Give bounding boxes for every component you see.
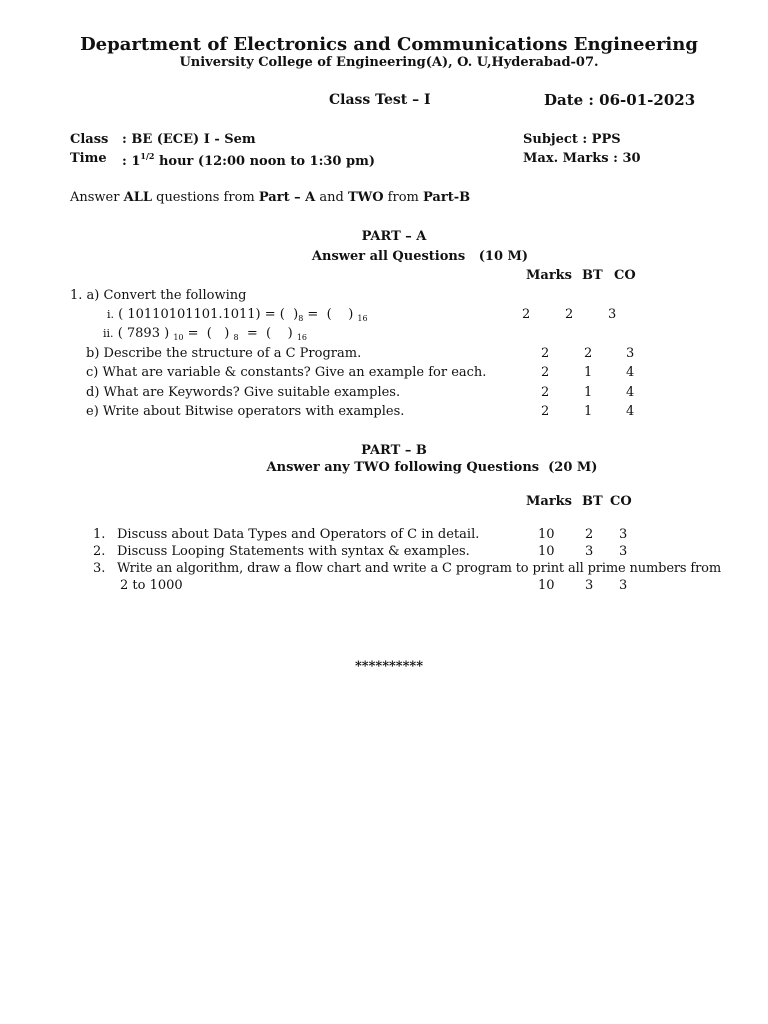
instruction-part: Part – A [258,190,316,205]
roman-numeral: ii. [103,327,114,340]
part-b-q2-marks: 10 [538,544,555,559]
part-a-col-bt: BT [582,268,603,283]
part-b-col-bt: BT [582,494,603,509]
question-1c: c) What are variable & constants? Give an example for each. [86,365,487,380]
q1b-co: 3 [626,346,635,361]
subject: Subject : PPS [523,132,621,147]
max-marks: Max. Marks : 30 [523,151,641,166]
q1c-marks: 2 [541,365,550,380]
part-b-q1-co: 3 [619,527,628,542]
q1ii-base: 10 [173,333,184,342]
part-b-q1-num: 1. [93,527,106,542]
time-rest: hour (12:00 noon to 1:30 pm) [154,154,375,169]
question-1-i [107,307,368,323]
instruction-part: from [383,190,423,205]
exam-date: Date : 06-01-2023 [544,91,696,109]
q1d-marks: 2 [541,385,550,400]
q1i-base: 16 [357,314,368,323]
end-marker: ********** [355,659,423,674]
q1b-bt: 2 [584,346,593,361]
instruction-part: ALL [123,190,152,205]
class-value: : BE (ECE) I - Sem [122,132,256,147]
q1d-co: 4 [626,385,635,400]
time-fraction: 1/2 [140,151,155,161]
question-1d: d) What are Keywords? Give suitable examples. [86,385,401,400]
part-b-col-marks: Marks [526,494,572,509]
part-b-q2-num: 2. [93,544,106,559]
part-a-title: PART – A [361,229,427,244]
part-b-q2-co: 3 [619,544,628,559]
q1b-marks: 2 [541,346,550,361]
part-a-col-marks: Marks [526,268,572,283]
part-b-title: PART – B [361,443,427,458]
time-value [122,151,375,169]
part-b-q1: Discuss about Data Types and Operators of C in detail. [117,527,480,542]
question-1a: 1. a) Convert the following [70,288,247,303]
part-b-q2-bt: 3 [585,544,594,559]
q1ii-text: = ( ) [238,326,293,341]
part-a-col-co: CO [614,268,636,283]
question-1-ii [103,326,307,342]
q1ii-text: = ( ) [183,326,230,341]
question-1b: b) Describe the structure of a C Program. [86,346,362,361]
q1ii-text: ( 7893 ) [117,326,170,341]
q1c-bt: 1 [584,365,593,380]
part-b-q3-co: 3 [619,578,628,593]
time-prefix: : 1 [122,154,141,169]
instruction-part: Answer [70,190,124,205]
test-title: Class Test – I [329,92,431,108]
instruction-part: and [315,190,348,205]
part-b-q3-num: 3. [93,561,106,576]
part-b-q3: Write an algorithm, draw a flow chart and write a C program to print all prime numbers from [117,561,722,576]
q1e-marks: 2 [541,404,550,419]
instruction-part: TWO [347,190,384,205]
part-b-subtitle: Answer any TWO following Questions (20 M) [266,460,598,475]
q1e-bt: 1 [584,404,593,419]
q1i-text: ( 10110101101.1011) = ( ) [118,307,299,322]
part-b-q3-marks: 10 [538,578,555,593]
q1e-co: 4 [626,404,635,419]
q1ii-base: 16 [296,333,308,342]
instruction-part: questions from [151,190,259,205]
q1i-bt: 2 [565,307,574,322]
q1d-bt: 1 [584,385,593,400]
q1c-co: 4 [626,365,635,380]
part-b-q3-bt: 3 [585,578,594,593]
part-b-q2: Discuss Looping Statements with syntax & examples. [117,544,470,559]
part-b-q1-marks: 10 [538,527,555,542]
department-title: Department of Electronics and Communications Engineering [80,34,698,55]
instruction [70,190,470,205]
q1i-base: 8 [298,314,304,323]
q1ii-base: 8 [233,333,239,342]
q1i-co: 3 [608,307,617,322]
q1i-text: = ( ) [303,307,354,322]
time-label: Time [70,151,107,166]
part-b-q1-bt: 2 [585,527,594,542]
roman-numeral: i. [107,308,115,321]
class-label: Class [70,132,109,147]
college-name: University College of Engineering(A), O. U,Hyderabad-07. [179,55,599,70]
instruction-part: Part-B [423,190,471,205]
part-b-q3-cont: 2 to 1000 [120,578,183,593]
part-a-subtitle: Answer all Questions (10 M) [311,249,529,264]
question-1e: e) Write about Bitwise operators with examples. [86,404,405,419]
q1i-marks: 2 [522,307,531,322]
part-b-col-co: CO [610,494,632,509]
